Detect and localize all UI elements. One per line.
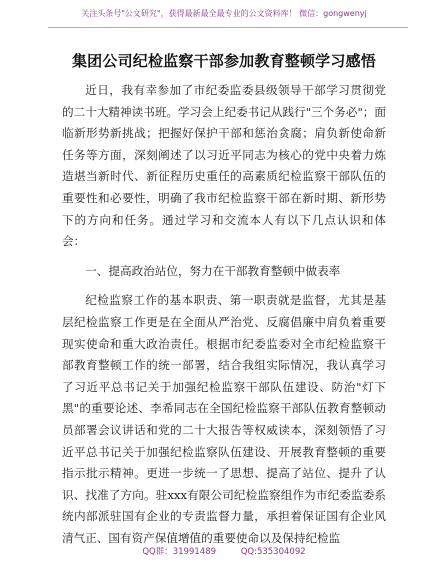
paragraph-intro: 近日，我有幸参加了市纪委监委县级领导干部学习贯彻党的二十大精神读书班。学习会上纪委书记从践行"三个务必"；面临新形势新挑战；把握好保护干部和惩治贪腐；肩负新使命新任务等方面，深刻阐述了以习近平同志为核心的党中央着力炼造堪当新时代、新征程历史重任的高素质纪检监察干部队伍的重要性和必要性，明确了我市纪检监察干部在新时期、新形势下的方向和任务。通过学习和交流本人有以下几点认识和体会： <box>62 83 386 249</box>
footer-contact <box>0 545 448 557</box>
section-heading: 一、提高政治站位，努力在干部教育整顿中做表率 <box>85 263 341 278</box>
document-body <box>62 80 386 549</box>
footer-qq-group: QQ群：31991489 <box>142 547 217 557</box>
paragraph-body: 纪检监察工作的基本职责、第一职责就是监督，尤其是基层纪检监察工作更是在全面从严治党、反腐倡廉中肩负着重要现实使命和重大政治责任。根据市纪委监委对全市纪检监察干部教育整顿工作的统一部署，结合我组实际情况，我认真学习了习近平总书记关于加强纪检监察干部队伍建设、防治"灯下黑"的重要论述、李希同志在全国纪检监察干部队伍教育整顿动员部署会议讲话和党的二十大报告等权威读本，深刻领悟了习近平总书记关于加强纪检监察队伍建设、开展教育整顿的重要指示批示精神。更进一步统一了思想、提高了站位、提升了认识、找准了方向。驻xxx有限公司纪检监察组作为市纪委监委系统内部派驻国有企业的专责监督力量，承担着保证国有企业风清气正、国有资产保值增值的重要使命以及保持纪检监 <box>62 293 386 545</box>
footer-qq: QQ:535304092 <box>240 547 306 557</box>
header-divider <box>48 27 408 28</box>
top-banner: 关注头条号"公文研究"，获得最新最全最专业的公文资料库！ 微信：gongwenyj <box>81 9 367 18</box>
document-title: 集团公司纪检监察干部参加教育整顿学习感悟 <box>71 52 376 70</box>
